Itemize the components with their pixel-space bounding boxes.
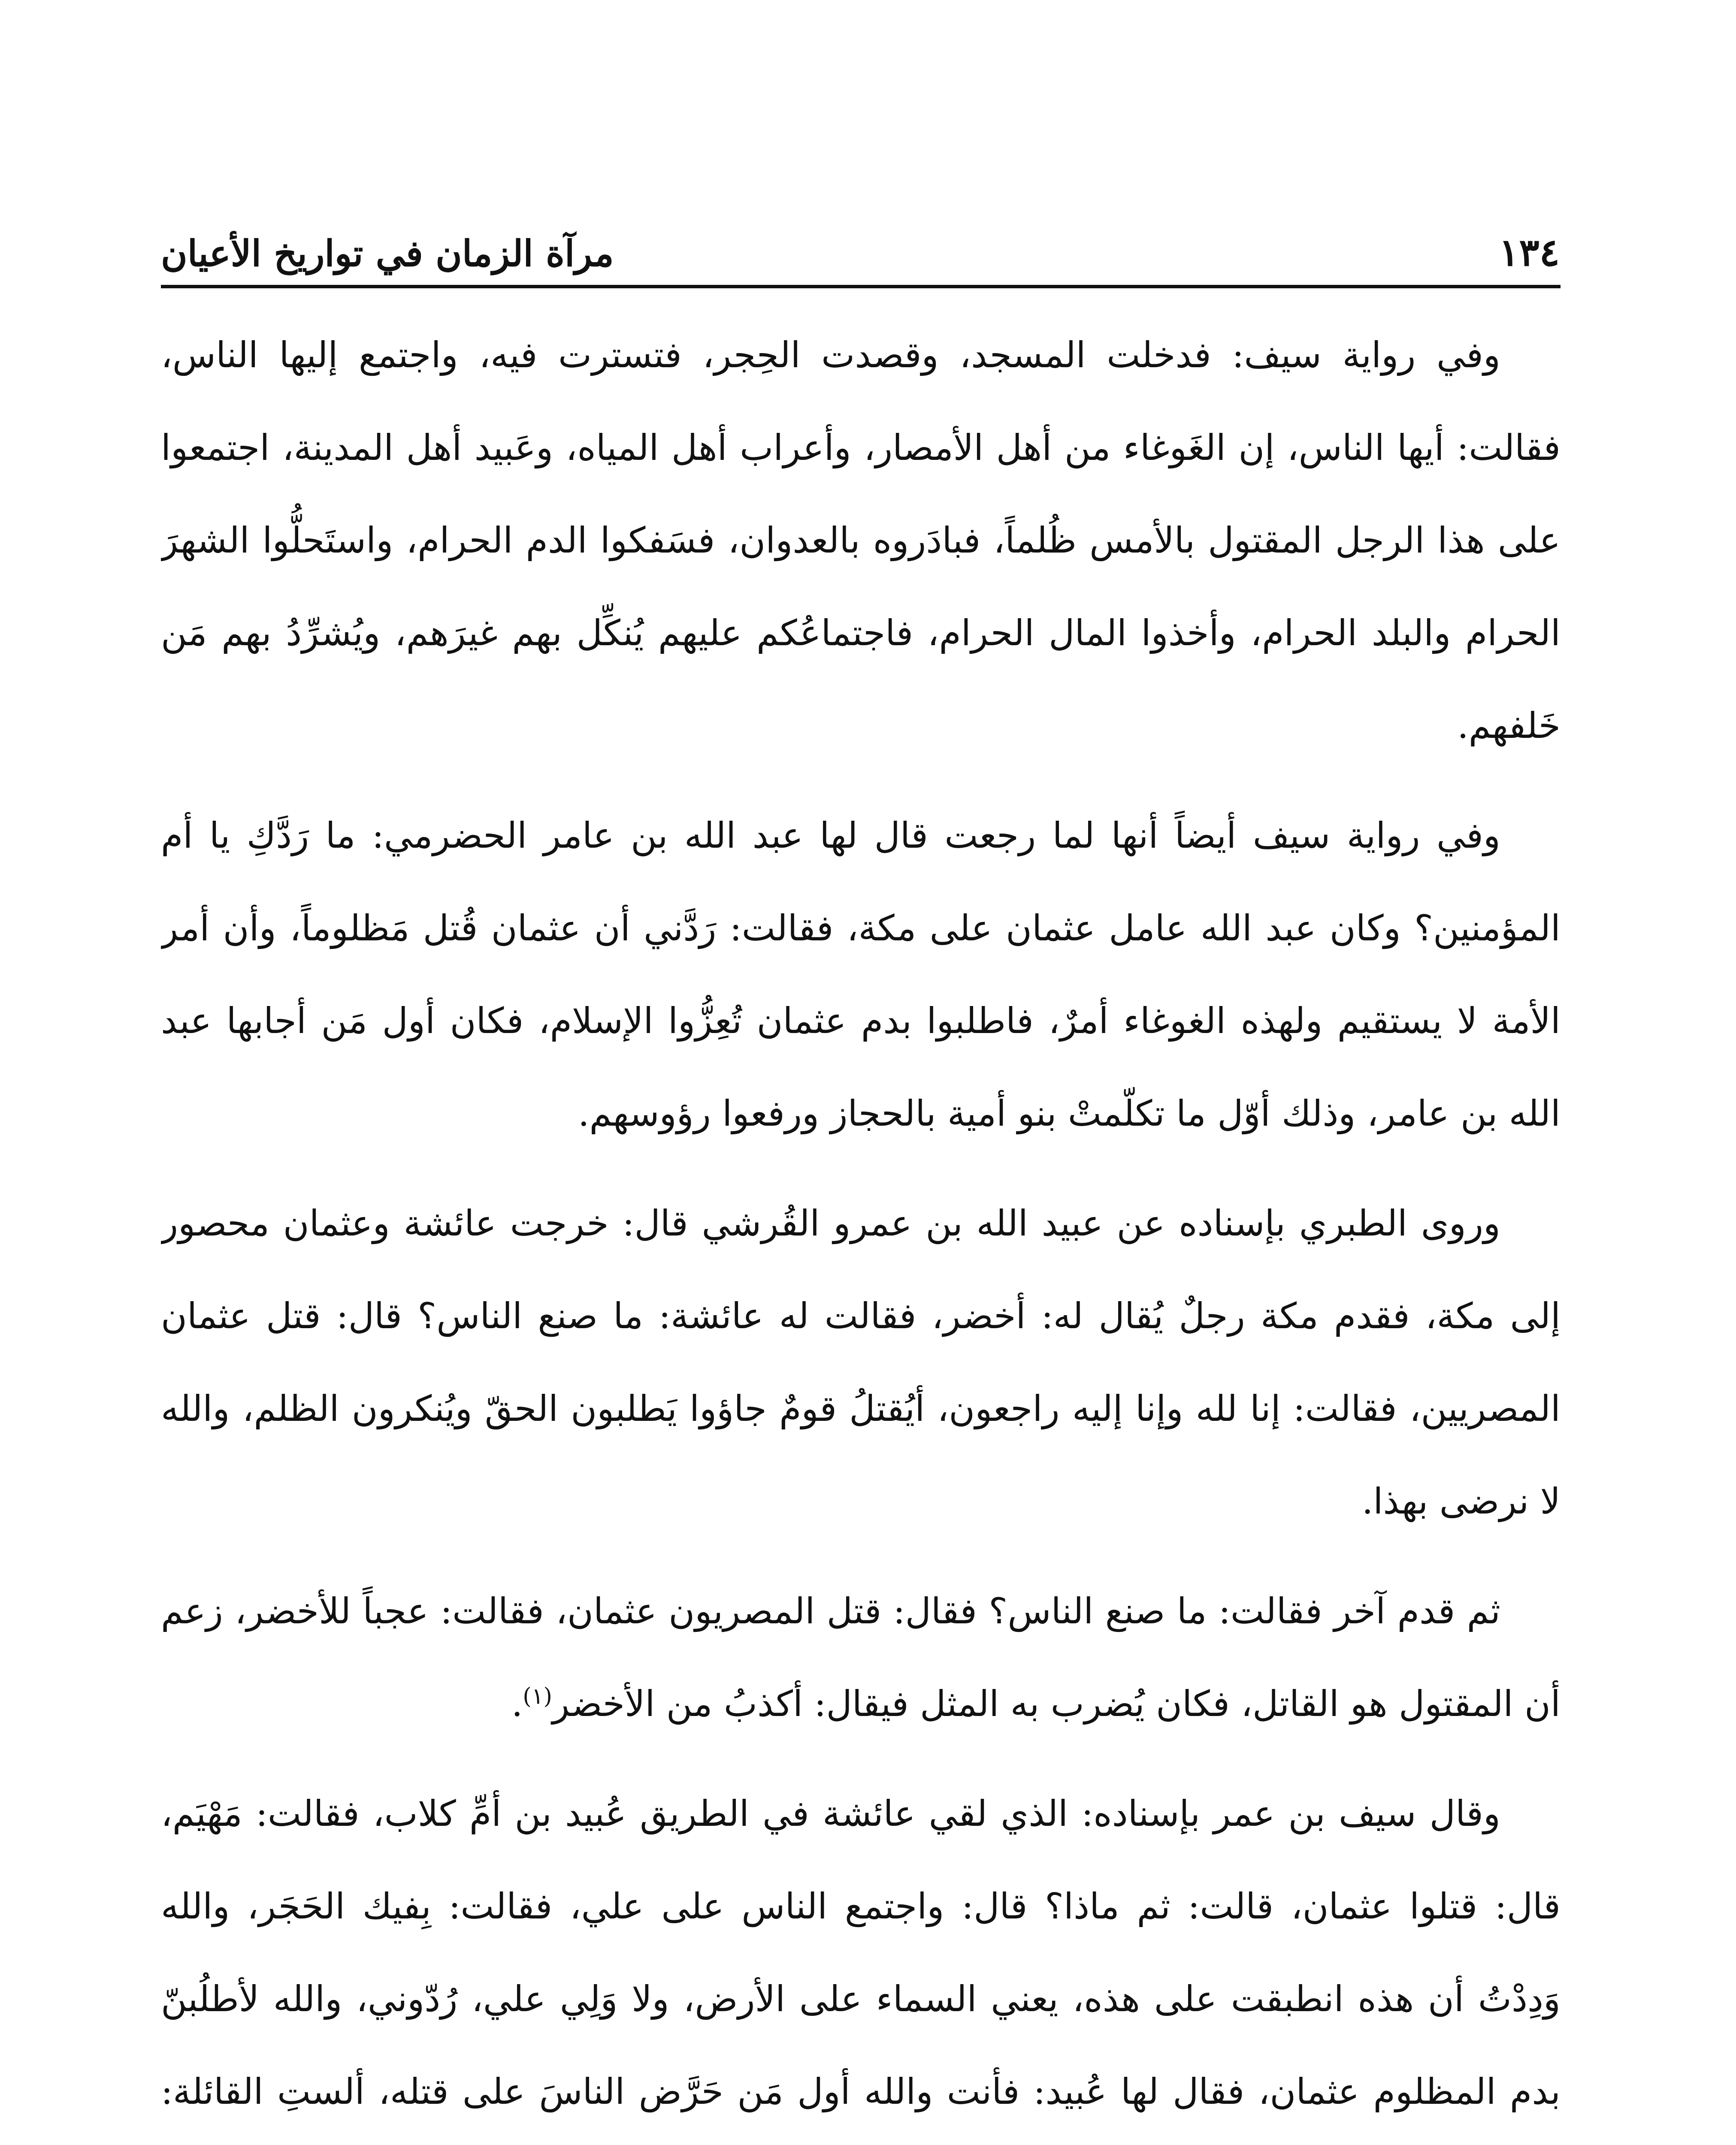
paragraph: وقال سيف بن عمر بإسناده: الذي لقي عائشة في الطريق عُبيد بن أمِّ كلاب، فقالت: مَهْيَم، قال: قتلوا عثمان، قالت: ثم ماذا؟ قال: واجتمع الناس على علي، فقالت: بِفيك الحَجَر، والله وَدِدْتُ أن هذه انطبقت على هذه، يعني السماء على الأرض، ولا وَلِي علي، رُدّوني، والله لأطلُبنّ بدم المظلوم عثمان، فقال لها عُبيد: فأنت والله أول مَن حَرَّض الناسَ على قتله، ألستِ القائلة:	[161, 1793, 1561, 2112]
paragraph-with-footnote	[161, 1565, 1561, 1750]
paragraph-end-punctuation: .	[511, 1683, 523, 1725]
page-number: ١٣٤	[1499, 230, 1560, 275]
paragraph: وفي رواية سيف أيضاً أنها لما رجعت قال لها عبد الله بن عامر الحضرمي: ما رَدَّكِ يا أم المؤمنين؟ وكان عبد الله عامل عثمان على مكة، فقالت: رَدَّني أن عثمان قُتل مَظلوماً، وأن أمر الأمة لا يستقيم ولهذه الغوغاء أمرٌ، فاطلبوا بدم عثمان تُعِزُّوا الإسلام، فكان أول مَن أجابها عبد الله بن عامر، وذلك أوّل ما تكلّمتْ بنو أمية بالحجاز ورفعوا رؤوسهم.	[161, 815, 1561, 1134]
paragraph: وفي رواية سيف: فدخلت المسجد، وقصدت الحِجر، فتسترت فيه، واجتمع إليها الناس، فقالت: أيها الناس، إن الغَوغاء من أهل الأمصار، وأعراب أهل المياه، وعَبيد أهل المدينة، اجتمعوا على هذا الرجل المقتول بالأمس ظُلماً، فبادَروه بالعدوان، فسَفكوا الدم الحرام، واستَحلُّوا الشهرَ الحرام والبلد الحرام، وأخذوا المال الحرام، فاجتماعُكم عليهم يُنكِّل بهم غيرَهم، ويُشرِّدُ بهم مَن خَلفهم.	[161, 334, 1561, 746]
running-title: مرآة الزمان في تواريخ الأعيان	[161, 232, 614, 275]
paragraph-text: ثم قدم آخر فقالت: ما صنع الناس؟ فقال: قتل المصريون عثمان، فقالت: عجباً للأخضر، زعم أن المقتول هو القاتل، فكان يُضرب به المثل فيقال: أكذبُ من الأخضر	[161, 1590, 1561, 1725]
main-text	[161, 309, 1561, 2145]
header-divider	[161, 285, 1561, 288]
footnote-reference: (١)	[523, 1683, 552, 1710]
page-header	[161, 189, 1560, 275]
paragraph: وروى الطبري بإسناده عن عبيد الله بن عمرو القُرشي قال: خرجت عائشة وعثمان محصور إلى مكة، فقدم مكة رجلٌ يُقال له: أخضر، فقالت له عائشة: ما صنع الناس؟ قال: قتل عثمان المصريين، فقالت: إنا لله وإنا إليه راجعون، أيُقتلُ قومٌ جاؤوا يَطلبون الحقّ ويُنكرون الظلم، والله لا نرضى بهذا.	[161, 1202, 1561, 1522]
